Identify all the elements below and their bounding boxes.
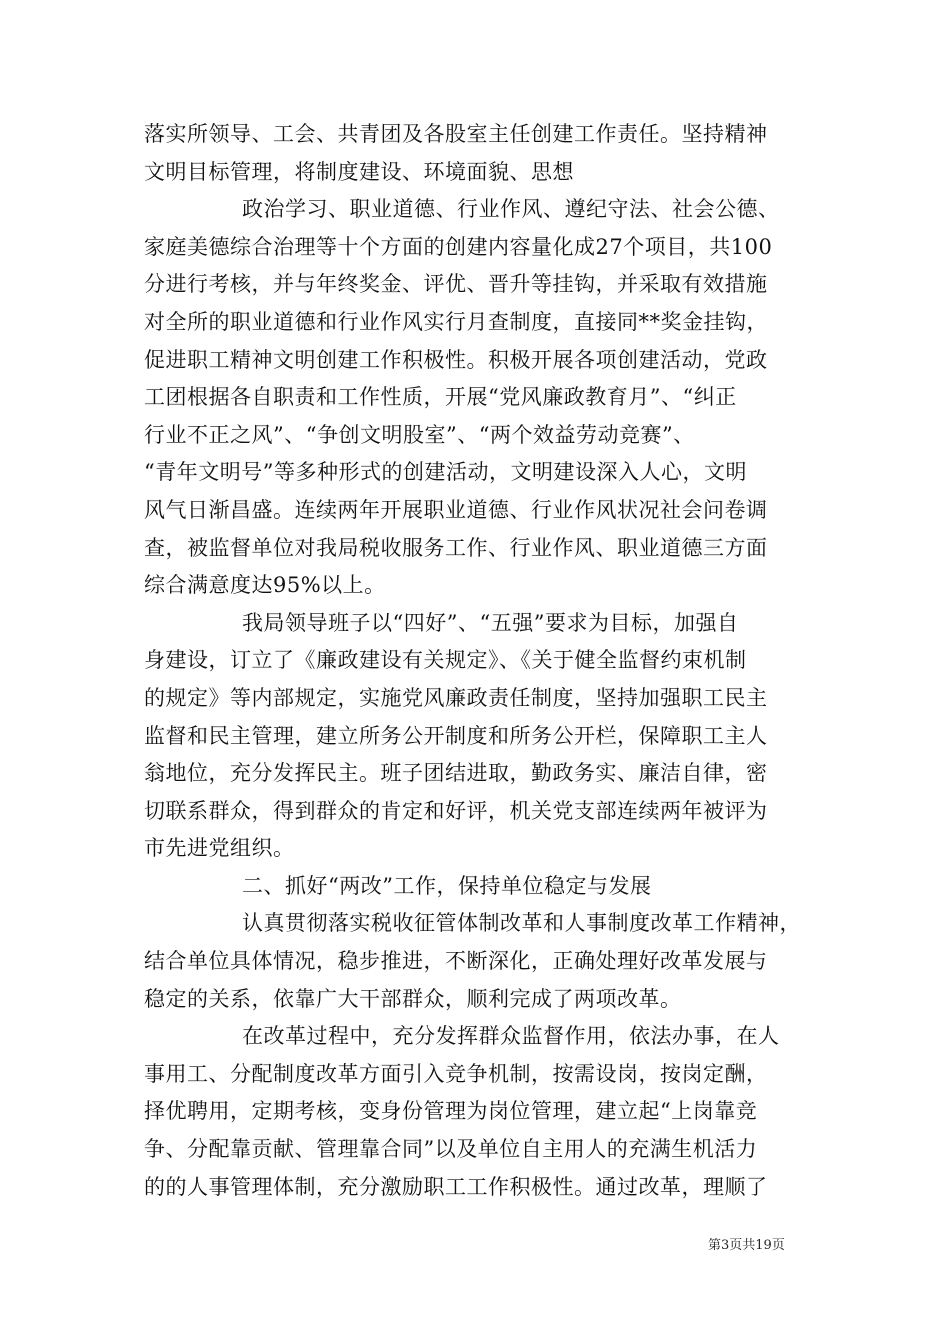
- text-line: 监督和民主管理，建立所务公开制度和所务公开栏，保障职工主人: [144, 723, 768, 748]
- text-line: 在改革过程中，充分发挥群众监督作用，依法办事，在人: [242, 1024, 780, 1049]
- text-line: 政治学习、职业道德、行业作风、遵纪守法、社会公德、: [242, 197, 780, 222]
- text-line: 查，被监督单位对我局税收服务工作、行业作风、职业道德三方面: [144, 535, 768, 560]
- text-line: 择优聘用，定期考核，变身份管理为岗位管理，建立起“上岗靠竞: [144, 1099, 758, 1124]
- text-line: 工团根据各自职责和工作性质，开展“党风廉政教育月”、“纠正: [144, 385, 737, 410]
- text-line: 市先进党组织。: [144, 836, 295, 861]
- document-body: [144, 116, 809, 1206]
- text-line: 促进职工精神文明创建工作积极性。积极开展各项创建活动，党政: [144, 347, 768, 372]
- text-line: 稳定的关系，依靠广大干部群众，顺利完成了两项改革。: [144, 986, 682, 1011]
- page-number: 第3页共19页: [708, 1238, 785, 1253]
- text-line: 对全所的职业道德和行业作风实行月查制度，直接同**奖金挂钩，: [144, 309, 768, 334]
- text-line: 文明目标管理，将制度建设、环境面貌、思想: [144, 159, 574, 184]
- text-line: 分进行考核，并与年终奖金、评优、晋升等挂钩，并采取有效措施: [144, 272, 768, 297]
- text-line: 切联系群众，得到群众的肯定和好评，机关党支部连续两年被评为: [144, 798, 768, 823]
- text-line: “青年文明号”等多种形式的创建活动，文明建设深入人心，文明: [144, 460, 747, 485]
- text-line: 的规定》等内部规定，实施党风廉政责任制度，坚持加强职工民主: [144, 685, 768, 710]
- text-line: 事用工、分配制度改革方面引入竞争机制，按需设岗，按岗定酬，: [144, 1061, 768, 1086]
- text-line: 落实所领导、工会、共青团及各股室主任创建工作责任。坚持精神: [144, 122, 768, 146]
- section-heading: 二、抓好“两改”工作，保持单位稳定与发展: [242, 873, 652, 898]
- text-line: 风气日渐昌盛。连续两年开展职业道德、行业作风状况社会问卷调: [144, 497, 768, 522]
- text-line: 认真贯彻落实税收征管体制改革和人事制度改革工作精神，: [242, 911, 801, 936]
- text-line: 行业不正之风”、“争创文明股室”、“两个效益劳动竞赛”、: [144, 422, 695, 447]
- text-line: 家庭美德综合治理等十个方面的创建内容量化成27个项目，共100: [144, 234, 773, 259]
- text-line: 综合满意度达95%以上。: [144, 573, 386, 598]
- text-line: 结合单位具体情况，稳步推进，不断深化，正确处理好改革发展与: [144, 949, 768, 974]
- text-line: 我局领导班子以“四好”、“五强”要求为目标，加强自: [242, 610, 739, 635]
- text-line: 身建设，订立了《廉政建设有关规定》、《关于健全监督约束机制: [144, 648, 747, 673]
- text-line: 的的人事管理体制，充分激励职工工作积极性。通过改革，理顺了: [144, 1174, 768, 1199]
- text-line: 争、分配靠贡献、管理靠合同”以及单位自主用人的充满生机活力: [144, 1137, 758, 1162]
- text-line: 翁地位，充分发挥民主。班子团结进取，勤政务实、廉洁自律，密: [144, 761, 768, 786]
